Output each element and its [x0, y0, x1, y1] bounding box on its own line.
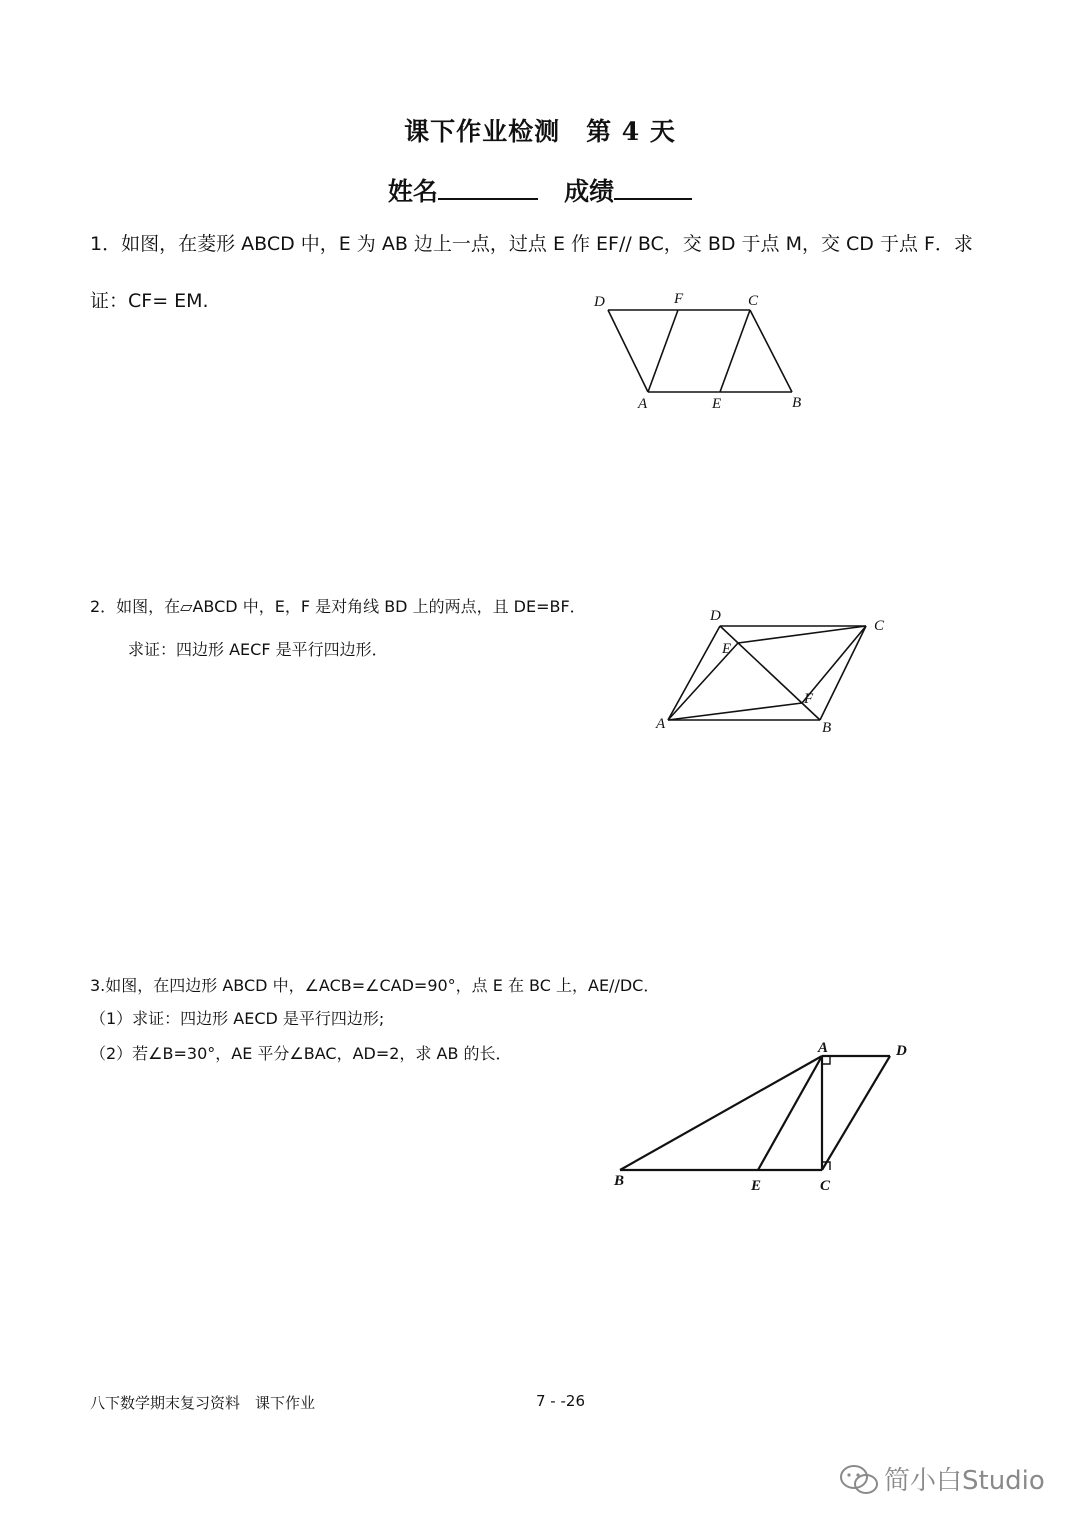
label-b: B [792, 395, 802, 411]
page-title: 课下作业检测 第 4 天 [404, 117, 676, 146]
name-blank [438, 176, 538, 200]
segment-ce [720, 310, 750, 392]
segment-fa [668, 703, 802, 720]
watermark [838, 1460, 1045, 1497]
question-1-figure [580, 285, 820, 415]
segment-ec [738, 626, 866, 643]
name-label: 姓名 [387, 177, 438, 206]
label-d: D [594, 294, 605, 310]
footer-title: 八下数学期末复习资料 课下作业 [90, 1394, 316, 1412]
score-label: 成绩 [564, 177, 615, 206]
label-b: B [614, 1173, 625, 1189]
edge-da [668, 626, 720, 720]
watermark-text: 简小白Studio [884, 1466, 1045, 1496]
label-d: D [710, 608, 721, 624]
question-3-part1: （1）求证：四边形 AECD 是平行四边形; [90, 1009, 385, 1028]
right-angle-marks [822, 1056, 830, 1170]
question-3-line1: 3.如图，在四边形 ABCD 中，∠ACB=∠CAD=90°，点 E 在 BC 上，AE//DC． [90, 976, 660, 995]
label-c: C [748, 293, 759, 309]
label-d: D [896, 1043, 907, 1059]
edge-dc [822, 1056, 890, 1170]
segment-fa [648, 310, 678, 392]
label-c: C [874, 618, 885, 634]
label-b: B [822, 720, 832, 736]
question-2-figure [650, 600, 900, 740]
wechat-icon [838, 1462, 880, 1496]
score-blank [614, 176, 692, 200]
label-e: E [722, 641, 732, 657]
label-e: E [751, 1178, 762, 1194]
question-3-part2: （2）若∠B=30°，AE 平分∠BAC，AD=2，求 AB 的长． [90, 1044, 512, 1063]
label-a: A [656, 716, 666, 732]
question-2-line1: 2．如图，在▱ABCD 中，E，F 是对角线 BD 上的两点，且 DE=BF． [90, 597, 586, 616]
label-f: F [804, 691, 814, 707]
question-3-figure [600, 1035, 930, 1200]
label-c: C [820, 1178, 831, 1194]
edge-cb [750, 310, 792, 392]
page-number: 7 - -26 [536, 1392, 585, 1410]
label-f: F [674, 291, 684, 307]
name-score-line [0, 172, 1080, 208]
label-a: A [818, 1040, 829, 1056]
label-a: A [638, 396, 648, 412]
label-e: E [712, 396, 722, 412]
edge-ab [620, 1056, 822, 1170]
question-2-line2: 求证：四边形 AECF 是平行四边形． [128, 640, 388, 659]
question-1-line1: 1．如图，在菱形 ABCD 中，E 为 AB 边上一点，过点 E 作 EF// BC，交 BD 于点 M，交 CD 于点 F．求 [90, 233, 973, 255]
question-1-line2: 证：CF= EM. [90, 290, 209, 312]
edge-da [608, 310, 648, 392]
